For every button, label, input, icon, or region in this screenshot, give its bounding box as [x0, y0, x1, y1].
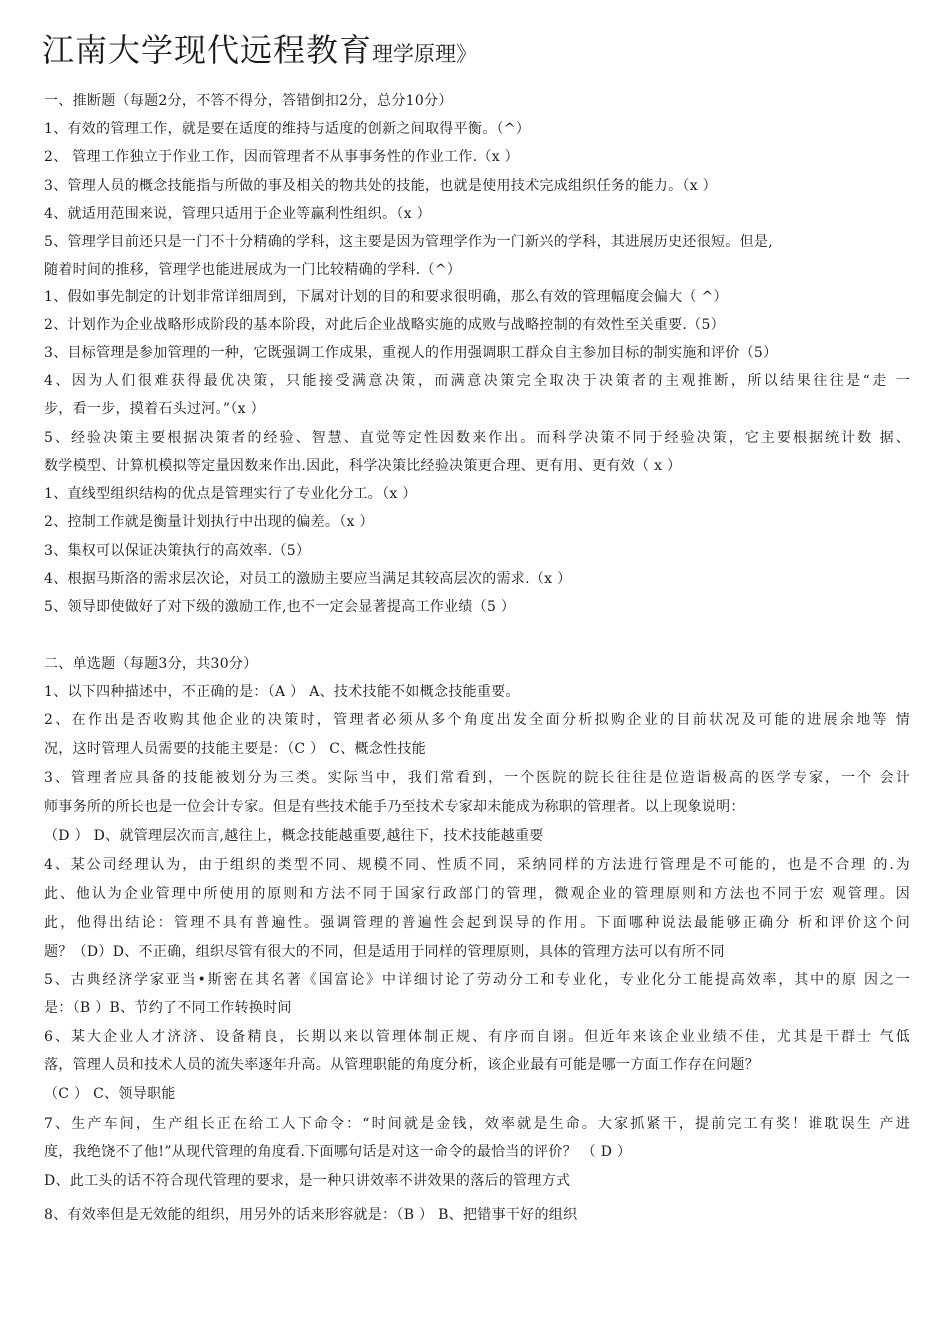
s2-line: 3、管理者应具备的技能被划分为三类。实际当中，我们常看到，一个医院的院长往往是位造诣极高的医学专家，一个 会计	[44, 770, 910, 786]
s2-line: 2、在作出是否收购其他企业的决策时，管理者必须从多个角度出发全面分析拟购企业的目前状况及可能的进展余地等 情	[44, 712, 910, 728]
s2-line: 师事务所的所长也是一位会计专家。但是有些技术能手乃至技术专家却未能成为称职的管理者。以上现象说明：	[44, 799, 745, 815]
s2-line: 落，管理人员和技术人员的流失率逐年升高。从管理职能的角度分析，该企业最有可能是哪一方面工作存在问题？	[44, 1057, 759, 1073]
page-title	[42, 31, 478, 69]
s2-line: 7、生产车间，生产组长正在给工人下命令：“时间就是金钱，效率就是生命。大家抓紧干，提前完工有奖！谁耽误生 产进	[44, 1116, 910, 1132]
section1-heading: 一、推断题（每题2分，不答不得分，答错倒扣2分，总分10分）	[44, 93, 453, 109]
s1-line: 5、领导即使做好了对下级的激励工作,也不一定会显著提高工作业绩（5 ）	[44, 599, 516, 615]
s2-line: 此、他认为企业管理中所使用的原则和方法不同于国家行政部门的管理，微观企业的管理原则和方法也不同于宏 观管理。因	[44, 886, 910, 902]
s1-line: 4、因为人们很难获得最优决策，只能接受满意决策，而满意决策完全取决于决策者的主观推断，所以结果往往是“走 一	[44, 373, 910, 389]
s1-line: 随着时间的推移，管理学也能进展成为一门比较精确的学科.（^）	[44, 262, 462, 278]
s2-line: （C ） C、领导职能	[44, 1086, 176, 1102]
title-main: 江南大学现代远程教育	[42, 31, 373, 69]
s2-line: 5、古典经济学家亚当•斯密在其名著《国富论》中详细讨论了劳动分工和专业化，专业化分工能提高效率，其中的原 因之一	[44, 972, 910, 988]
s1-line: 4、根据马斯洛的需求层次论，对员工的激励主要应当满足其较高层次的需求.（x ）	[44, 571, 572, 587]
s1-line: 1、有效的管理工作，就是要在适度的维持与适度的创新之间取得平衡。（^）	[44, 121, 531, 137]
s1-line: 3、管理人员的概念技能指与所做的事及相关的物共处的技能，也就是使用技术完成组织任务的能力。（x ）	[44, 178, 717, 194]
s2-line: （D ） D、就管理层次而言,越往上，概念技能越重要,越往下，技术技能越重要	[44, 828, 544, 844]
s1-line: 5、经验决策主要根据决策者的经验、智慧、直觉等定性因数来作出。而科学决策不同于经验决策，它主要根据统计数 据、	[44, 430, 910, 446]
s2-line: 6、某大企业人才济济、设备精良，长期以来以管理体制正规、有序而自诩。但近年来该企业业绩不佳，尤其是干群士 气低	[44, 1029, 910, 1045]
s1-line: 数学模型、计算机模拟等定量因数来作出.因此，科学决策比经验决策更合理、更有用、更有效（ x ）	[44, 458, 682, 474]
s2-line: 4、某公司经理认为，由于组织的类型不同、规模不同、性质不同，采纳同样的方法进行管理是不可能的，也是不合理 的.为	[44, 857, 910, 873]
s2-line: 度，我绝饶不了他!”从现代管理的角度看.下面哪句话是对这一命令的最恰当的评价？ （ D ）	[44, 1144, 632, 1160]
s1-line: 2、控制工作就是衡量计划执行中出现的偏差。（x ）	[44, 514, 374, 530]
s2-line: 8、有效率但是无效能的组织，用另外的话来形容就是：（B ） B、把错事干好的组织	[44, 1207, 578, 1223]
s2-line: 此，他得出结论：管理不具有普遍性。强调管理的普遍性会起到误导的作用。下面哪种说法最能够正确分 析和评价这个问	[44, 915, 910, 931]
s1-line: 4、就适用范围来说，管理只适用于企业等赢利性组织。（x ）	[44, 206, 431, 222]
s1-line: 3、集权可以保证决策执行的高效率.（5）	[44, 543, 311, 559]
s2-line: 是：（B ）B、节约了不同工作转换时间	[44, 1000, 292, 1016]
s1-line: 1、直线型组织结构的优点是管理实行了专业化分工。（x ）	[44, 486, 417, 502]
s1-line: 1、假如事先制定的计划非常详细周到，下属对计划的目的和要求很明确，那么有效的管理幅度会偏大（ ^）	[44, 289, 728, 305]
section2-heading: 二、单选题（每题3分，共30分）	[44, 656, 258, 672]
s1-line: 步，看一步，摸着石头过河。”（x ）	[44, 401, 265, 417]
title-sub: 理学原理》	[372, 42, 478, 66]
s2-line: 1、以下四种描述中，不正确的是：（A ） A、技术技能不如概念技能重要。	[44, 684, 520, 700]
s2-line: 况，这时管理人员需要的技能主要是：（C ） C、概念性技能	[44, 741, 427, 757]
s1-line: 5、管理学目前还只是一门不十分精确的学科，这主要是因为管理学作为一门新兴的学科，其进展历史还很短。但是,	[44, 234, 773, 250]
s2-line: 题？（D）D、不正确，组织尽管有很大的不同，但是适用于同样的管理原则，具体的管理方法可以有所不同	[44, 944, 725, 960]
s2-line: D、此工头的话不符合现代管理的要求，是一种只讲效率不讲效果的落后的管理方式	[44, 1173, 571, 1189]
s1-line: 2、计划作为企业战略形成阶段的基本阶段，对此后企业战略实施的成败与战略控制的有效性至关重要.（5）	[44, 317, 725, 333]
s1-line: 3、目标管理是参加管理的一种，它既强调工作成果，重视人的作用强调职工群众自主参加目标的制实施和评价（5）	[44, 345, 778, 361]
s1-line: 2、 管理工作独立于作业工作，因而管理者不从事事务性的作业工作.（x ）	[44, 149, 519, 165]
